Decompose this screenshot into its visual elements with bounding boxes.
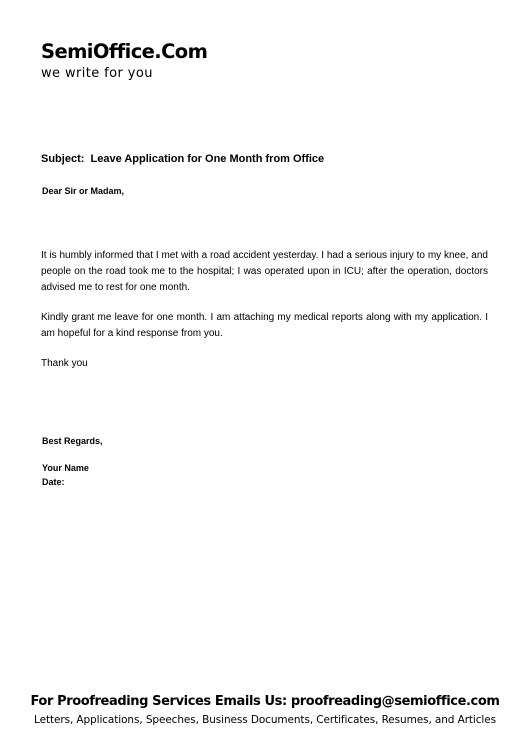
signature-date: Date: xyxy=(42,477,65,487)
letter-subject: Subject: Leave Application for One Month from Office xyxy=(41,153,325,165)
letter-body-paragraph: Kindly grant me leave for one month. I am attaching my medical reports along with my application. I am hopeful for a kind response from you. xyxy=(41,312,488,339)
letter-salutation: Dear Sir or Madam, xyxy=(42,186,125,196)
letter-regards: Best Regards, xyxy=(42,436,103,446)
brand-tagline: we write for you xyxy=(41,66,153,81)
brand-logo-text: SemiOffice.Com xyxy=(41,40,208,63)
letter-closing: Thank you xyxy=(41,358,88,369)
signature-name: Your Name xyxy=(42,463,89,473)
footer-offerings-line: Letters, Applications, Speeches, Business Documents, Certificates, Resumes, and Articles xyxy=(34,714,496,726)
footer-services-line: For Proofreading Services Emails Us: proofreading@semioffice.com xyxy=(30,694,500,709)
brand-header xyxy=(41,40,341,82)
letter-body-paragraph: It is humbly informed that I met with a road accident yesterday. I had a serious injury to my knee, and people on the road took me to the hospital; I was operated upon in ICU; after the operation, doctors advised me to rest for one month. xyxy=(41,250,488,293)
